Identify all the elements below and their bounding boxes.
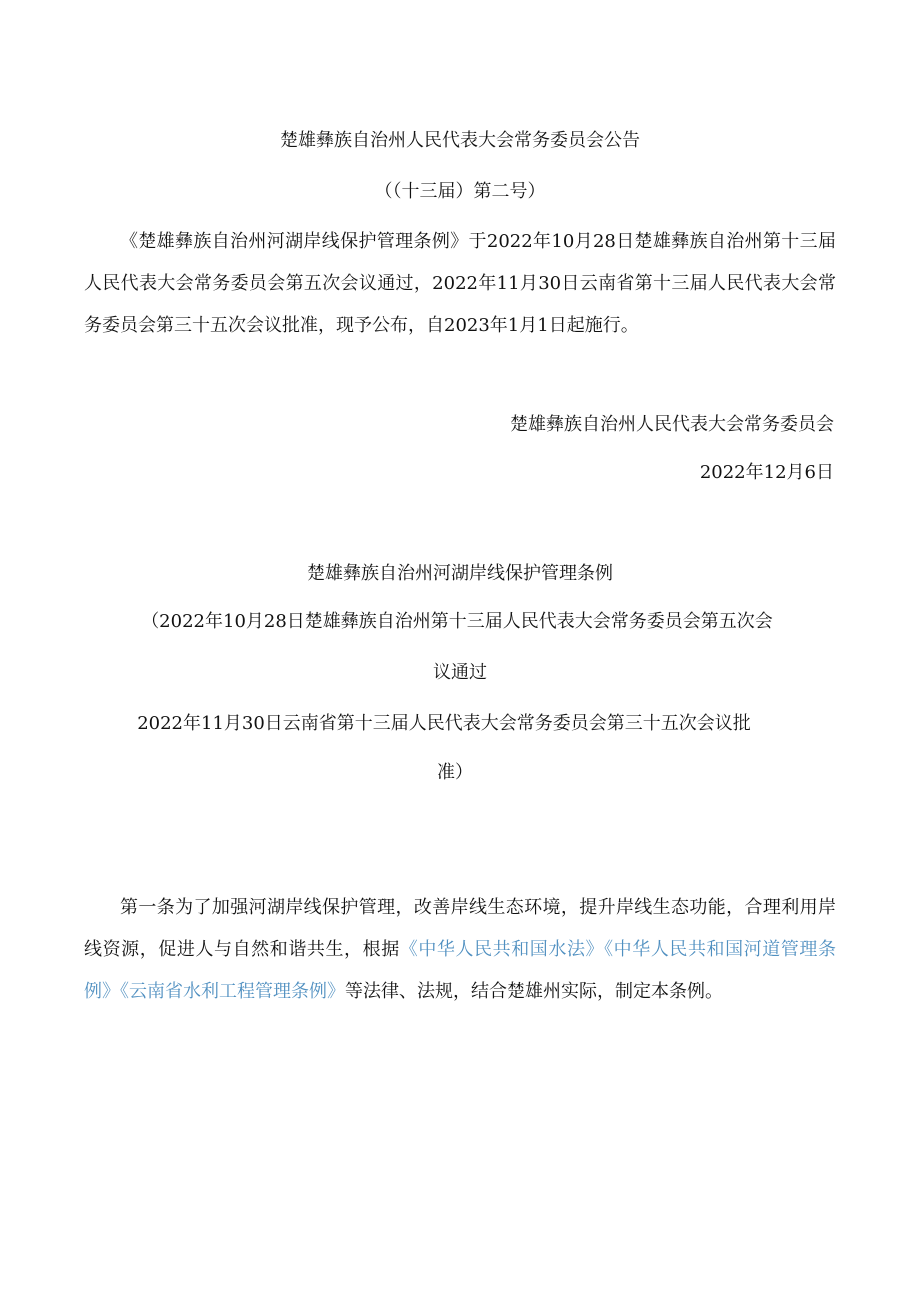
regulation-note-line-2: 议通过 (433, 662, 487, 683)
regulation-note-line-3: 2022年11月30日云南省第十三届人民代表大会常务委员会第三十五次会议批 (137, 713, 751, 734)
announcement-signature: 楚雄彝族自治州人民代表大会常务委员会 (510, 414, 834, 435)
regulation-title: 楚雄彝族自治州河湖岸线保护管理条例 (307, 563, 613, 584)
announcement-number: （（十三届）第二号） (374, 181, 546, 202)
article-1 (84, 887, 836, 1013)
river-management-regulation-link[interactable]: 《中华人民共和国河道管理条例》 (84, 939, 837, 1002)
announcement-title: 楚雄彝族自治州人民代表大会常务委员会公告 (280, 130, 640, 151)
yunnan-water-project-regulation-link[interactable]: 《云南省水利工程管理条例》 (120, 981, 345, 1002)
article-1-text-end: 等法律、法规，结合楚雄州实际，制定本条例。 (345, 981, 723, 1002)
water-law-link[interactable]: 《中华人民共和国水法》 (399, 939, 605, 960)
article-1-text: 第一条为了加强河湖岸线保护管理，改善岸线生态环境，提升岸线生态功能，合理利用岸线资源，促进人与自然和谐共生，根据 (84, 897, 836, 960)
regulation-note-line-1: （2022年10月28日楚雄彝族自治州第十三届人民代表大会常务委员会第五次会 (141, 611, 773, 632)
announcement-date: 2022年12月6日 (699, 462, 834, 483)
announcement-body: 《楚雄彝族自治州河湖岸线保护管理条例》于2022年10月28日楚雄彝族自治州第十三届人民代表大会常务委员会第五次会议通过，2022年11月30日云南省第十三届人民代表大会常务委员会第三十五次会议批准，现予公布，自2023年1月1日起施行。 (84, 231, 836, 336)
regulation-note-line-4: 准） (437, 762, 473, 783)
